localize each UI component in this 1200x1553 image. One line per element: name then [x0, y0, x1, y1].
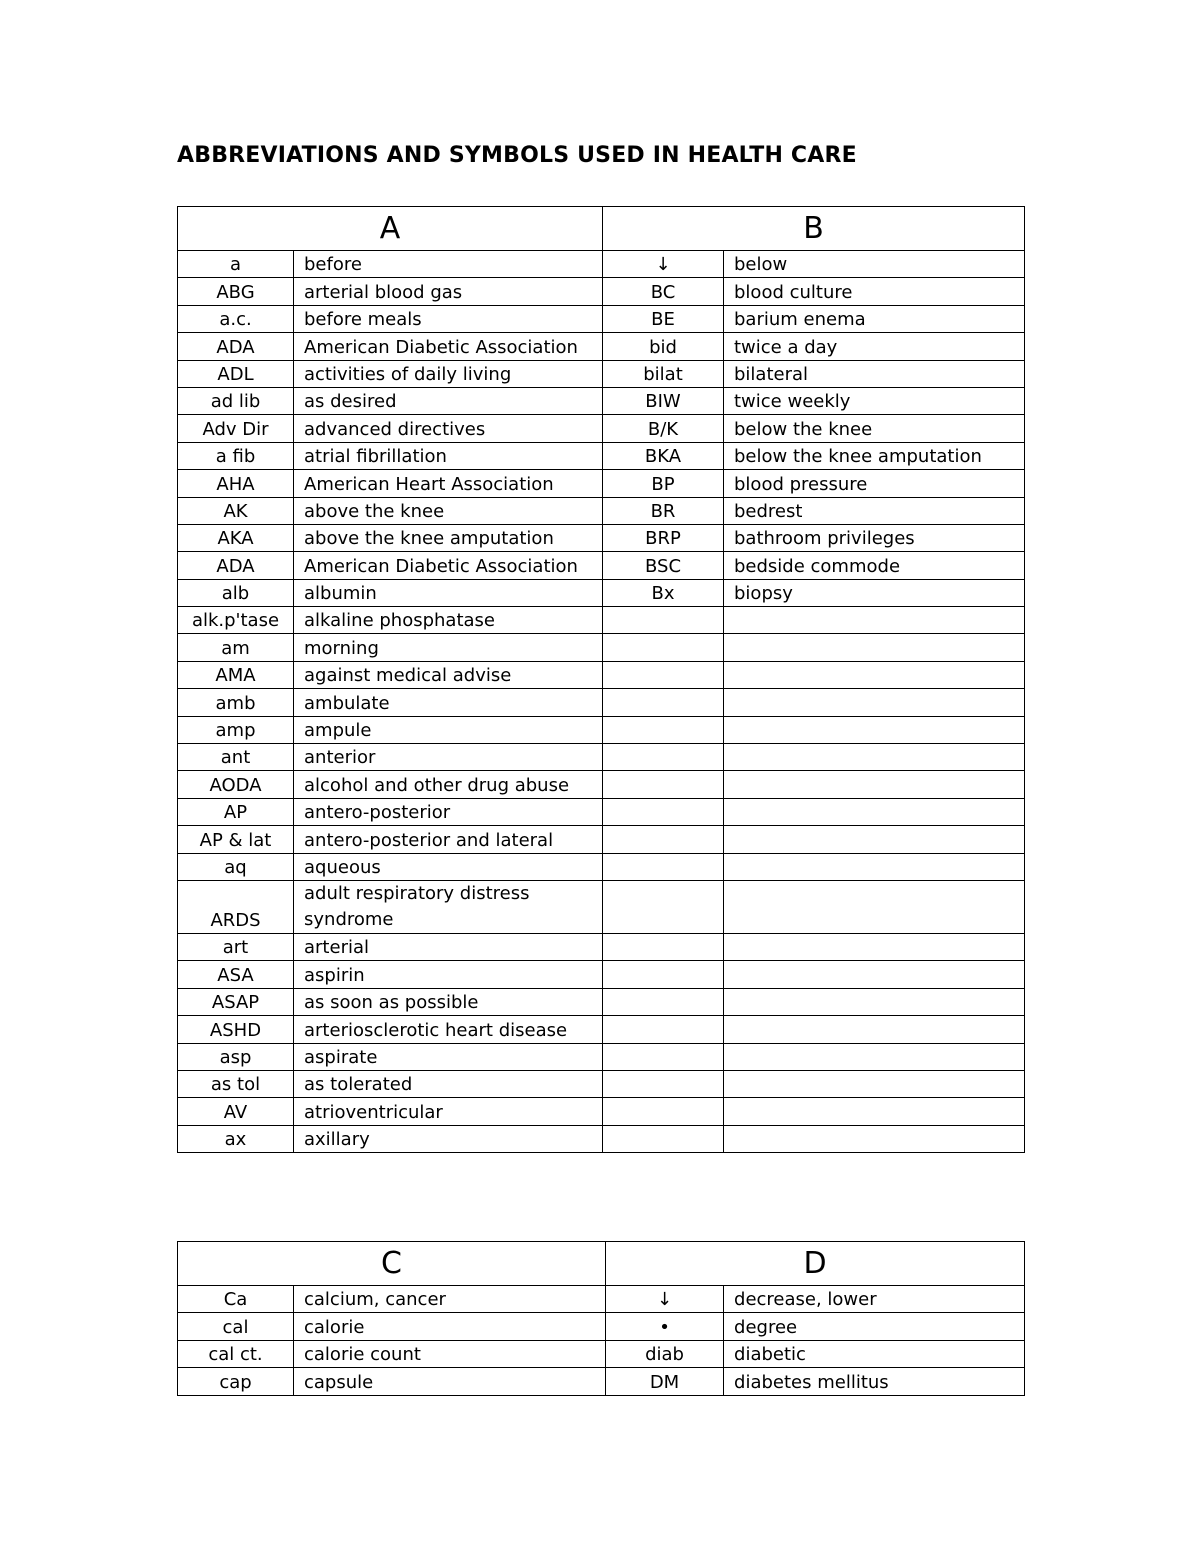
definition-cell: [724, 853, 1025, 880]
abbreviation-cell: [603, 933, 724, 960]
definition-cell: [724, 988, 1025, 1015]
definition-cell: below the knee amputation: [724, 442, 1025, 469]
abbreviation-cell: alk.p'tase: [178, 607, 294, 634]
abbreviation-cell: [603, 1070, 724, 1097]
definition-cell: [724, 689, 1025, 716]
abbreviation-cell: cal ct.: [178, 1340, 294, 1367]
definition-cell: American Heart Association: [294, 470, 603, 497]
definition-cell: calorie count: [294, 1340, 606, 1367]
abbreviation-cell: diab: [606, 1340, 724, 1367]
definition-cell: [724, 826, 1025, 853]
table-row: [178, 1340, 1025, 1367]
definition-cell: anterior: [294, 744, 603, 771]
abbreviation-cell: BP: [603, 470, 724, 497]
abbreviation-cell: [603, 988, 724, 1015]
abbreviation-cell: ax: [178, 1125, 294, 1152]
abbreviation-cell: asp: [178, 1043, 294, 1070]
definition-cell: bedside commode: [724, 552, 1025, 579]
abbreviation-cell: Ca: [178, 1286, 294, 1313]
abbreviation-cell: am: [178, 634, 294, 661]
table-row: [178, 305, 1025, 332]
table-row: [178, 661, 1025, 688]
table-row: [178, 880, 1025, 933]
table-body: [178, 251, 1025, 1153]
table-row: [178, 579, 1025, 606]
abbreviation-cell: art: [178, 933, 294, 960]
definition-cell: [724, 1070, 1025, 1097]
definition-cell: axillary: [294, 1125, 603, 1152]
table-row: [178, 771, 1025, 798]
abbreviation-cell: alb: [178, 579, 294, 606]
table-row: [178, 933, 1025, 960]
definition-cell: twice a day: [724, 333, 1025, 360]
table-row: [178, 497, 1025, 524]
definition-cell: bathroom privileges: [724, 524, 1025, 551]
definition-cell: blood pressure: [724, 470, 1025, 497]
definition-cell: [724, 661, 1025, 688]
table-row: [178, 689, 1025, 716]
definition-cell: above the knee amputation: [294, 524, 603, 551]
abbreviation-cell: a: [178, 251, 294, 278]
definition-cell: bedrest: [724, 497, 1025, 524]
abbreviation-cell: cal: [178, 1313, 294, 1340]
definition-cell: blood culture: [724, 278, 1025, 305]
definition-cell: [724, 744, 1025, 771]
abbreviation-cell: amp: [178, 716, 294, 743]
definition-cell: below the knee: [724, 415, 1025, 442]
definition-cell: arterial: [294, 933, 603, 960]
abbreviation-cell: bilat: [603, 360, 724, 387]
abbreviation-cell: ARDS: [178, 880, 294, 933]
definition-cell: [724, 933, 1025, 960]
definition-cell: adult respiratory distress syndrome: [294, 880, 603, 933]
definition-cell: [724, 607, 1025, 634]
abbreviation-cell: Adv Dir: [178, 415, 294, 442]
table-row: [178, 387, 1025, 414]
abbreviation-cell: [603, 1016, 724, 1043]
definition-cell: [724, 716, 1025, 743]
abbreviation-cell: [603, 661, 724, 688]
definition-cell: [724, 798, 1025, 825]
table-row: [178, 470, 1025, 497]
table-row: [178, 1043, 1025, 1070]
definition-cell: [724, 1016, 1025, 1043]
definition-cell: decrease, lower: [724, 1286, 1025, 1313]
abbreviation-cell: AV: [178, 1098, 294, 1125]
abbreviation-cell: ASA: [178, 961, 294, 988]
table-row: [178, 1368, 1025, 1395]
definition-cell: alcohol and other drug abuse: [294, 771, 603, 798]
abbreviation-cell: [603, 689, 724, 716]
definition-cell: as desired: [294, 387, 603, 414]
definition-cell: morning: [294, 634, 603, 661]
abbreviation-cell: aq: [178, 853, 294, 880]
abbreviation-cell: ASAP: [178, 988, 294, 1015]
abbreviation-cell: [603, 1098, 724, 1125]
abbreviation-cell: amb: [178, 689, 294, 716]
definition-cell: as soon as possible: [294, 988, 603, 1015]
page-title: ABBREVIATIONS AND SYMBOLS USED IN HEALTH CARE: [177, 143, 857, 168]
table-row: [178, 607, 1025, 634]
letter-header-b: B: [603, 207, 1025, 251]
abbreviation-cell: AMA: [178, 661, 294, 688]
abbreviation-cell: [603, 880, 724, 933]
definition-cell: capsule: [294, 1368, 606, 1395]
abbreviation-cell: ant: [178, 744, 294, 771]
definition-cell: ampule: [294, 716, 603, 743]
definition-cell: as tolerated: [294, 1070, 603, 1097]
definition-cell: arterial blood gas: [294, 278, 603, 305]
abbreviation-cell: BR: [603, 497, 724, 524]
abbreviation-cell: AP: [178, 798, 294, 825]
table-row: [178, 716, 1025, 743]
table-row: [178, 853, 1025, 880]
abbreviation-cell: BSC: [603, 552, 724, 579]
abbreviation-cell: [603, 771, 724, 798]
abbreviation-cell: ASHD: [178, 1016, 294, 1043]
definition-cell: [724, 1043, 1025, 1070]
abbreviation-cell: AKA: [178, 524, 294, 551]
definition-cell: bilateral: [724, 360, 1025, 387]
definition-cell: diabetes mellitus: [724, 1368, 1025, 1395]
table-row: [178, 251, 1025, 278]
definition-cell: aqueous: [294, 853, 603, 880]
letter-header-a: A: [178, 207, 603, 251]
definition-cell: aspirate: [294, 1043, 603, 1070]
abbreviation-cell: BC: [603, 278, 724, 305]
definition-cell: advanced directives: [294, 415, 603, 442]
definition-cell: calcium, cancer: [294, 1286, 606, 1313]
table-row: [178, 798, 1025, 825]
definition-cell: [724, 1125, 1025, 1152]
abbreviation-cell: [603, 634, 724, 661]
definition-cell: alkaline phosphatase: [294, 607, 603, 634]
table-row: [178, 360, 1025, 387]
definition-cell: [724, 961, 1025, 988]
abbreviation-cell: [603, 1043, 724, 1070]
definition-cell: aspirin: [294, 961, 603, 988]
definition-cell: before meals: [294, 305, 603, 332]
abbreviation-cell: ↓: [606, 1286, 724, 1313]
abbreviations-table-cd: [177, 1241, 1025, 1396]
table-row: [178, 333, 1025, 360]
abbreviation-cell: Bx: [603, 579, 724, 606]
abbreviation-cell: AHA: [178, 470, 294, 497]
abbreviations-table-ab: [177, 206, 1025, 1153]
abbreviation-cell: cap: [178, 1368, 294, 1395]
definition-cell: [724, 771, 1025, 798]
abbreviation-cell: BKA: [603, 442, 724, 469]
abbreviation-cell: B/K: [603, 415, 724, 442]
definition-cell: degree: [724, 1313, 1025, 1340]
definition-cell: [724, 1098, 1025, 1125]
definition-cell: twice weekly: [724, 387, 1025, 414]
abbreviation-cell: ad lib: [178, 387, 294, 414]
abbreviation-cell: DM: [606, 1368, 724, 1395]
abbreviation-cell: [603, 1125, 724, 1152]
table-row: [178, 634, 1025, 661]
letter-header-c: C: [178, 1242, 606, 1286]
definition-cell: activities of daily living: [294, 360, 603, 387]
abbreviation-cell: ↓: [603, 251, 724, 278]
abbreviation-cell: [603, 826, 724, 853]
table-row: [178, 961, 1025, 988]
abbreviation-cell: a.c.: [178, 305, 294, 332]
abbreviation-cell: ADL: [178, 360, 294, 387]
definition-cell: [724, 634, 1025, 661]
table-row: [178, 278, 1025, 305]
letter-header-row: [178, 1242, 1025, 1286]
definition-cell: against medical advise: [294, 661, 603, 688]
definition-cell: arteriosclerotic heart disease: [294, 1016, 603, 1043]
definition-cell: American Diabetic Association: [294, 333, 603, 360]
abbreviation-cell: •: [606, 1313, 724, 1340]
abbreviation-cell: AP & lat: [178, 826, 294, 853]
abbreviation-cell: BIW: [603, 387, 724, 414]
abbreviation-cell: [603, 744, 724, 771]
table-row: [178, 1098, 1025, 1125]
abbreviation-cell: a fib: [178, 442, 294, 469]
abbreviation-cell: bid: [603, 333, 724, 360]
abbreviation-cell: ABG: [178, 278, 294, 305]
abbreviation-cell: ADA: [178, 333, 294, 360]
definition-cell: [724, 880, 1025, 933]
table-row: [178, 1125, 1025, 1152]
abbreviation-cell: ADA: [178, 552, 294, 579]
abbreviation-cell: [603, 961, 724, 988]
definition-cell: barium enema: [724, 305, 1025, 332]
table-row: [178, 988, 1025, 1015]
definition-cell: above the knee: [294, 497, 603, 524]
abbreviation-cell: [603, 853, 724, 880]
definition-cell: ambulate: [294, 689, 603, 716]
abbreviation-cell: BE: [603, 305, 724, 332]
abbreviation-cell: as tol: [178, 1070, 294, 1097]
abbreviation-cell: [603, 798, 724, 825]
definition-cell: antero-posterior and lateral: [294, 826, 603, 853]
table-row: [178, 552, 1025, 579]
table-row: [178, 1070, 1025, 1097]
abbreviation-cell: [603, 607, 724, 634]
definition-cell: albumin: [294, 579, 603, 606]
table-row: [178, 415, 1025, 442]
abbreviation-cell: AK: [178, 497, 294, 524]
letter-header-row: [178, 207, 1025, 251]
definition-cell: biopsy: [724, 579, 1025, 606]
table-row: [178, 826, 1025, 853]
letter-header-d: D: [606, 1242, 1025, 1286]
table-row: [178, 1286, 1025, 1313]
table-row: [178, 524, 1025, 551]
abbreviation-cell: AODA: [178, 771, 294, 798]
abbreviation-cell: [603, 716, 724, 743]
table-row: [178, 1313, 1025, 1340]
definition-cell: before: [294, 251, 603, 278]
table-row: [178, 1016, 1025, 1043]
table-row: [178, 744, 1025, 771]
definition-cell: American Diabetic Association: [294, 552, 603, 579]
table-row: [178, 442, 1025, 469]
definition-cell: calorie: [294, 1313, 606, 1340]
definition-cell: below: [724, 251, 1025, 278]
definition-cell: antero-posterior: [294, 798, 603, 825]
definition-cell: atrial fibrillation: [294, 442, 603, 469]
definition-cell: diabetic: [724, 1340, 1025, 1367]
table-body: [178, 1286, 1025, 1396]
abbreviation-cell: BRP: [603, 524, 724, 551]
definition-cell: atrioventricular: [294, 1098, 603, 1125]
